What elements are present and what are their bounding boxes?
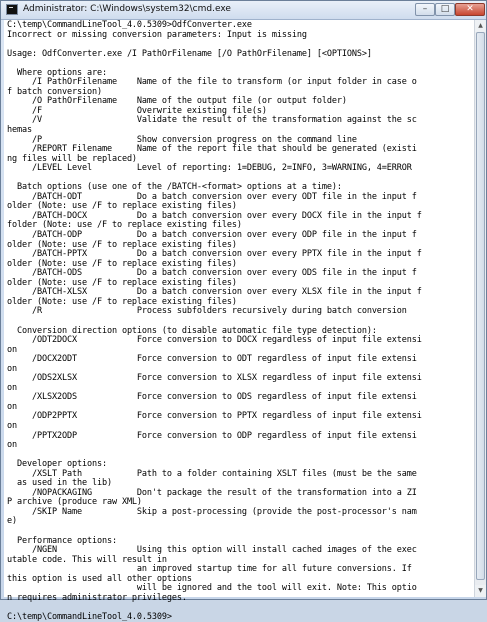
console-line: n requires administrator privileges. xyxy=(7,592,187,603)
console-line: Performance options: xyxy=(7,535,117,546)
console-line: this option is used all other options xyxy=(7,573,192,584)
console-output[interactable] xyxy=(4,20,474,622)
console-line: older (Note: use /F to replace existing files) xyxy=(7,201,237,212)
console-line: e) xyxy=(7,516,17,527)
console-line: /SKIP Name Skip a post-processing (provide the post-processor's nam xyxy=(7,506,417,517)
console-line: /DOCX2ODT Force conversion to ODT regardless of input file extensi xyxy=(7,354,417,365)
console-line: /R Process subfolders recursively during batch conversion xyxy=(7,306,407,317)
maximize-button[interactable]: □ xyxy=(435,3,455,16)
console-line: /P Show conversion progress on the command line xyxy=(7,134,357,145)
window-title: Administrator: C:\Windows\system32\cmd.exe xyxy=(23,4,231,14)
console-line: older (Note: use /F to replace existing files) xyxy=(7,239,237,250)
console-line: /REPORT Filename Name of the report file that should be generated (existi xyxy=(7,144,417,155)
console-line: folder (Note: use /F to replace existing files) xyxy=(7,220,242,231)
console-line: C:\temp\CommandLineTool_4.0.5309>OdfConverter.exe xyxy=(7,20,252,30)
console-line: /LEVEL Level Level of reporting: 1=DEBUG, 2=INFO, 3=WARNING, 4=ERROR xyxy=(7,163,412,174)
console-line: older (Note: use /F to replace existing files) xyxy=(7,277,237,288)
console-line: Incorrect or missing conversion parameters: Input is missing xyxy=(7,29,307,40)
console-line: /NGEN Using this option will install cached images of the exec xyxy=(7,545,417,556)
console-line: f batch conversion) xyxy=(7,86,102,97)
console-line: as used in the lib) xyxy=(7,478,112,489)
console-line: /O PathOrFilename Name of the output file (or output folder) xyxy=(7,96,347,107)
console-line: /BATCH-XLSX Do a batch conversion over every XLSX file in the input f xyxy=(7,287,422,298)
console-line: Where options are: xyxy=(7,67,107,78)
console-line: /BATCH-ODS Do a batch conversion over every ODS file in the input f xyxy=(7,268,417,279)
console-line: ng files will be replaced) xyxy=(7,153,137,164)
console-line: C:\temp\CommandLineTool_4.0.5309> xyxy=(7,611,172,622)
scroll-up-arrow-icon[interactable]: ▲ xyxy=(475,20,486,32)
close-button[interactable]: ✕ xyxy=(455,3,485,16)
console-line: /I PathOrFilename Name of the file to transform (or input folder in case o xyxy=(7,77,417,88)
console-line: an improved startup time for all future conversions. If xyxy=(7,564,412,575)
console-line: on xyxy=(7,363,17,374)
console-line: Conversion direction options (to disable automatic file type detection): xyxy=(7,325,377,336)
console-line: older (Note: use /F to replace existing files) xyxy=(7,258,237,269)
console-line: /NOPACKAGING Don't package the result of the transformation into a ZI xyxy=(7,487,417,498)
console-line: utable code. This will result in xyxy=(7,554,167,565)
scroll-thumb[interactable] xyxy=(476,32,485,580)
console-line: /XLSX2ODS Force conversion to ODS regardless of input file extensi xyxy=(7,392,417,403)
minimize-button[interactable]: – xyxy=(415,3,435,16)
console-line: /BATCH-ODT Do a batch conversion over every ODT file in the input f xyxy=(7,191,417,202)
console-line: /BATCH-DOCX Do a batch conversion over every DOCX file in the input f xyxy=(7,210,422,221)
console-line: /ODS2XLSX Force conversion to XLSX regardless of input file extensi xyxy=(7,373,422,384)
console-line: hemas xyxy=(7,125,32,136)
console-line: on xyxy=(7,401,17,412)
console-line: /XSLT Path Path to a folder containing XSLT files (must be the same xyxy=(7,468,417,479)
console-line: P archive (produce raw XML) xyxy=(7,497,142,508)
console-line: Usage: OdfConverter.exe /I PathOrFilename [/O PathOrFilename] [<OPTIONS>] xyxy=(7,48,372,59)
console-app-icon[interactable] xyxy=(6,4,18,15)
console-line: on xyxy=(7,420,17,431)
console-line: /BATCH-ODP Do a batch conversion over every ODP file in the input f xyxy=(7,230,417,241)
console-line: on xyxy=(7,382,17,393)
console-line: on xyxy=(7,344,17,355)
console-line: older (Note: use /F to replace existing files) xyxy=(7,296,237,307)
console-line: /F Overwrite existing file(s) xyxy=(7,105,267,116)
title-bar[interactable] xyxy=(1,1,486,20)
console-line: Batch options (use one of the /BATCH-<format> options at a time): xyxy=(7,182,342,193)
console-line: /ODP2PPTX Force conversion to PPTX regardless of input file extensi xyxy=(7,411,422,422)
console-line: /ODT2DOCX Force conversion to DOCX regardless of input file extensi xyxy=(7,335,422,346)
vertical-scrollbar[interactable] xyxy=(474,20,486,597)
console-line: /V Validate the result of the transformation against the sc xyxy=(7,115,417,126)
console-line: Developer options: xyxy=(7,459,107,470)
console-line: will be ignored and the tool will exit. Note: This optio xyxy=(7,583,417,594)
console-line: /BATCH-PPTX Do a batch conversion over every PPTX file in the input f xyxy=(7,249,422,260)
console-text xyxy=(4,20,474,622)
console-line: on xyxy=(7,440,17,451)
console-line: /PPTX2ODP Force conversion to ODP regardless of input file extensi xyxy=(7,430,417,441)
scroll-down-arrow-icon[interactable]: ▼ xyxy=(475,585,486,597)
